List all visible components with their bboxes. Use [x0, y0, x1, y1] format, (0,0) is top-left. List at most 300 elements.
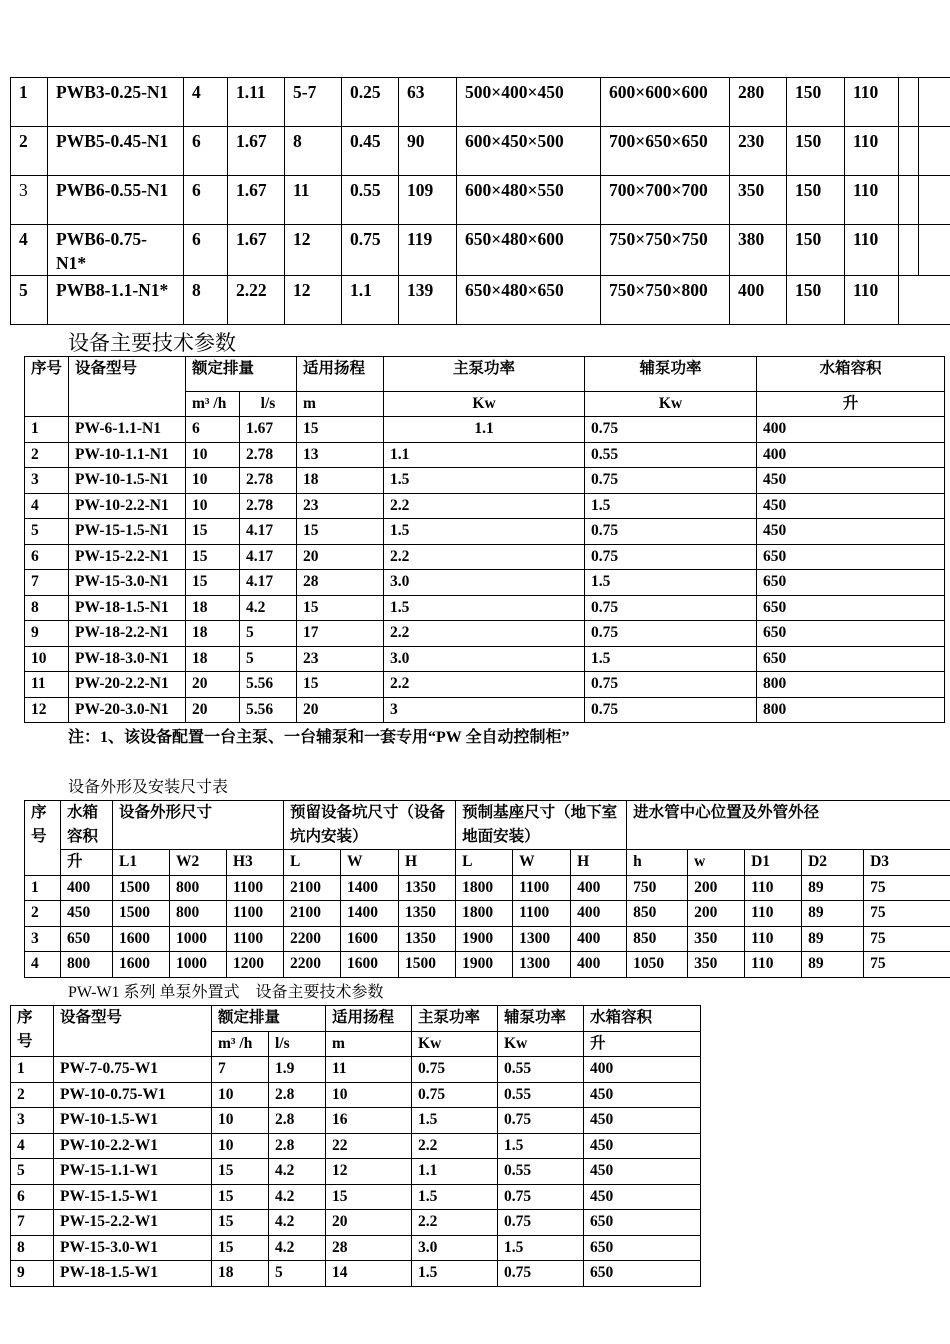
table-cell: 5-7: [285, 78, 342, 127]
table-cell: 5: [11, 1159, 54, 1185]
table-cell: PW-20-3.0-N1: [69, 697, 186, 723]
table-cell: PW-6-1.1-N1: [69, 417, 186, 443]
main-params-table: [24, 356, 945, 723]
table-row: [11, 1261, 701, 1287]
table-cell: 89: [802, 952, 864, 978]
table-cell: 11: [25, 672, 69, 698]
section-title-main-params: 设备主要技术参数: [68, 331, 236, 355]
table-cell: 400: [571, 875, 627, 901]
table-cell: 3.0: [412, 1235, 498, 1261]
table-cell: PW-18-3.0-N1: [69, 646, 186, 672]
table-cell: 3.0: [384, 646, 585, 672]
table-row: [11, 1082, 701, 1108]
table-cell: PW-10-2.2-N1: [69, 493, 186, 519]
table-row: [11, 176, 950, 225]
table-cell: 109: [399, 176, 457, 225]
table-cell: 1.5: [585, 493, 757, 519]
table-cell: 1.67: [228, 127, 285, 176]
unit-cell: H: [571, 850, 627, 876]
table-cell: 2.2: [412, 1210, 498, 1236]
header-outline: 设备外形尺寸: [113, 801, 284, 850]
table-cell: 7: [25, 570, 69, 596]
table-cell: 18: [212, 1261, 269, 1287]
table-cell: 3: [384, 697, 585, 723]
table-cell: 1600: [113, 952, 170, 978]
table-cell: PWB8-1.1-N1*: [48, 276, 184, 325]
table-cell: 2200: [284, 926, 341, 952]
table-cell: 700×650×650: [601, 127, 730, 176]
table-cell: 1400: [341, 901, 399, 927]
table-cell: 2100: [284, 875, 341, 901]
table-cell: 16: [326, 1108, 412, 1134]
table-cell: PW-10-1.1-N1: [69, 442, 186, 468]
table-cell: 89: [802, 875, 864, 901]
dimensions-table: [24, 800, 950, 978]
table-cell: 650: [757, 570, 945, 596]
table-row: [11, 1133, 701, 1159]
w1-params-table: [10, 1005, 701, 1287]
table-cell: 200: [688, 875, 745, 901]
table-cell: 110: [845, 78, 899, 127]
table-cell: 0.75: [585, 417, 757, 443]
table-cell: 3.0: [384, 570, 585, 596]
table-cell: 5.56: [240, 672, 297, 698]
section-title-dimensions: 设备外形及安装尺寸表: [68, 779, 229, 796]
table-cell: PW-15-2.2-N1: [69, 544, 186, 570]
table-cell: 2.8: [269, 1082, 326, 1108]
table-cell: 2.2: [384, 544, 585, 570]
table-cell: 380: [730, 225, 787, 276]
table-cell: PWB5-0.45-N1: [48, 127, 184, 176]
table-cell: 2.22: [228, 276, 285, 325]
table-cell: 2.78: [240, 468, 297, 494]
table-cell: 9: [25, 621, 69, 647]
table-cell: 6: [184, 225, 228, 276]
table-cell: 11: [285, 176, 342, 225]
table-cell: 110: [845, 176, 899, 225]
table-cell: 2.2: [384, 621, 585, 647]
table-cell: 110: [745, 926, 802, 952]
table-cell: 12: [25, 697, 69, 723]
table-cell: 400: [571, 901, 627, 927]
table-cell: 1.11: [228, 78, 285, 127]
table-row: [25, 595, 945, 621]
table-cell: 1.67: [228, 176, 285, 225]
table-cell: PW-10-0.75-W1: [54, 1082, 212, 1108]
unit-cell: l/s: [240, 392, 297, 417]
unit-cell: w: [688, 850, 745, 876]
spec-table-pwb: [10, 77, 950, 325]
header-head: 适用扬程: [297, 357, 384, 392]
table-cell: 600×450×500: [457, 127, 601, 176]
header-seq: 序号: [11, 1006, 54, 1057]
table-cell: 6: [184, 127, 228, 176]
table-cell: 0.75: [412, 1082, 498, 1108]
table-cell: 20: [326, 1210, 412, 1236]
header-rated: 额定排量: [186, 357, 297, 392]
unit-cell: D3: [864, 850, 950, 876]
unit-cell: m³ /h: [186, 392, 240, 417]
table-cell: 5: [11, 276, 48, 325]
table-row: [25, 926, 950, 952]
header-pit: 预留设备坑尺寸（设备坑内安装）: [284, 801, 456, 850]
table-cell: 2.78: [240, 442, 297, 468]
table-cell: 450: [584, 1133, 701, 1159]
table-cell: 500×400×450: [457, 78, 601, 127]
table-cell: PWB3-0.25-N1: [48, 78, 184, 127]
table-cell: 9: [11, 1261, 54, 1287]
table-cell: 650: [61, 926, 113, 952]
table-cell: 15: [297, 417, 384, 443]
table-cell: 1.5: [384, 519, 585, 545]
table-cell: 2.78: [240, 493, 297, 519]
table-row: [25, 952, 950, 978]
table-cell: 5: [240, 621, 297, 647]
table-cell: 63: [399, 78, 457, 127]
table-cell: 1: [11, 78, 48, 127]
unit-cell: L1: [113, 850, 170, 876]
header-inlet: 进水管中心位置及外管外径: [627, 801, 950, 850]
table-cell: 2100: [284, 901, 341, 927]
table-cell: PW-18-1.5-N1: [69, 595, 186, 621]
header-seq: 序号: [25, 357, 69, 417]
table-cell: 20: [186, 672, 240, 698]
table-cell: 400: [571, 926, 627, 952]
table-cell: 1100: [227, 901, 284, 927]
table-cell: 20: [297, 697, 384, 723]
table-cell: 1: [25, 417, 69, 443]
table-cell: 110: [845, 276, 899, 325]
header-tank: 水箱容积: [61, 801, 113, 850]
unit-cell: L: [284, 850, 341, 876]
table-cell: 2.2: [384, 493, 585, 519]
table-cell: 12: [285, 225, 342, 276]
table-cell: 0.55: [498, 1082, 584, 1108]
table-cell: 110: [745, 952, 802, 978]
unit-cell: m³ /h: [212, 1031, 269, 1057]
table-cell: 1400: [341, 875, 399, 901]
empty-cell: [899, 127, 919, 176]
table-cell: 110: [745, 875, 802, 901]
table-cell: 450: [584, 1082, 701, 1108]
table-cell: 350: [688, 926, 745, 952]
header-base: 预制基座尺寸（地下室地面安装）: [456, 801, 627, 850]
table-cell: 0.55: [498, 1159, 584, 1185]
table-cell: 1800: [456, 875, 513, 901]
unit-cell: W2: [170, 850, 227, 876]
table-cell: 10: [186, 442, 240, 468]
table-cell: 1.1: [342, 276, 399, 325]
table-cell: 280: [730, 78, 787, 127]
table-cell: 2: [11, 127, 48, 176]
table-cell: 150: [787, 276, 845, 325]
table-cell: 10: [326, 1082, 412, 1108]
empty-cell: [919, 78, 950, 127]
table-cell: 89: [802, 926, 864, 952]
header-tank: 水箱容积: [757, 357, 945, 392]
table-cell: 4.2: [269, 1210, 326, 1236]
table-cell: 18: [186, 595, 240, 621]
table-cell: 0.45: [342, 127, 399, 176]
table-cell: 2200: [284, 952, 341, 978]
table-cell: 5: [269, 1261, 326, 1287]
table-cell: 1600: [113, 926, 170, 952]
table-cell: 15: [297, 595, 384, 621]
table-cell: 10: [212, 1108, 269, 1134]
table-cell: 800: [170, 875, 227, 901]
table-cell: 6: [186, 417, 240, 443]
table-cell: 350: [688, 952, 745, 978]
table-cell: 400: [571, 952, 627, 978]
table-row: [11, 1210, 701, 1236]
table-cell: 0.75: [342, 225, 399, 276]
table-cell: 0.75: [585, 544, 757, 570]
header-tank: 水箱容积: [584, 1006, 701, 1032]
table-row: [11, 225, 950, 276]
table-cell: 15: [297, 519, 384, 545]
table-cell: 1100: [227, 926, 284, 952]
table-cell: 4: [11, 225, 48, 276]
table-cell: 139: [399, 276, 457, 325]
table-cell: 0.75: [412, 1057, 498, 1083]
table-row: [11, 1057, 701, 1083]
table-cell: 15: [212, 1159, 269, 1185]
table-cell: 0.75: [585, 672, 757, 698]
unit-cell: 升: [757, 392, 945, 417]
table-cell: 200: [688, 901, 745, 927]
table-cell: 1350: [399, 926, 456, 952]
unit-cell: Kw: [384, 392, 585, 417]
table-cell: 15: [186, 544, 240, 570]
table-cell: 2.8: [269, 1108, 326, 1134]
header-rated: 额定排量: [212, 1006, 326, 1032]
table-cell: 750: [627, 875, 688, 901]
table-cell: 15: [212, 1235, 269, 1261]
table-cell: 1350: [399, 901, 456, 927]
table-row: [25, 570, 945, 596]
table-cell: PW-18-1.5-W1: [54, 1261, 212, 1287]
table-cell: 450: [584, 1108, 701, 1134]
unit-cell: Kw: [412, 1031, 498, 1057]
header-aux-pump: 辅泵功率: [585, 357, 757, 392]
table-cell: 110: [745, 901, 802, 927]
table-cell: PW-15-2.2-W1: [54, 1210, 212, 1236]
table-cell: 1.67: [228, 225, 285, 276]
table-cell: 5: [240, 646, 297, 672]
table-cell: 0.75: [498, 1184, 584, 1210]
header-main-pump: 主泵功率: [384, 357, 585, 392]
table-cell: 15: [212, 1210, 269, 1236]
unit-cell: Kw: [498, 1031, 584, 1057]
table-cell: 22: [326, 1133, 412, 1159]
table-cell: 90: [399, 127, 457, 176]
table-cell: 1.5: [384, 595, 585, 621]
table-cell: 10: [186, 468, 240, 494]
table-cell: 23: [297, 493, 384, 519]
table-cell: 400: [584, 1057, 701, 1083]
empty-cell: [919, 225, 950, 276]
table-row: [11, 1235, 701, 1261]
table-cell: PW-15-1.1-W1: [54, 1159, 212, 1185]
header-head: 适用扬程: [326, 1006, 412, 1032]
table-cell: 1000: [170, 926, 227, 952]
table-cell: 0.55: [342, 176, 399, 225]
header-main-pump: 主泵功率: [412, 1006, 498, 1032]
table-cell: 1200: [227, 952, 284, 978]
table-cell: 2.8: [269, 1133, 326, 1159]
table-cell: 4.17: [240, 544, 297, 570]
table-cell: 750×750×800: [601, 276, 730, 325]
table-cell: 400: [757, 417, 945, 443]
table-cell: 2: [11, 1082, 54, 1108]
table-cell: 650×480×600: [457, 225, 601, 276]
unit-cell: Kw: [585, 392, 757, 417]
table-cell: 23: [297, 646, 384, 672]
table-cell: 18: [297, 468, 384, 494]
table-cell: 600×480×550: [457, 176, 601, 225]
table-cell: 0.75: [585, 595, 757, 621]
table-cell: 15: [297, 672, 384, 698]
table-cell: 5.56: [240, 697, 297, 723]
header-model: 设备型号: [54, 1006, 212, 1057]
table-cell: 28: [326, 1235, 412, 1261]
table-cell: 800: [170, 901, 227, 927]
table-cell: 18: [186, 621, 240, 647]
table-cell: 12: [326, 1159, 412, 1185]
unit-cell: m: [326, 1031, 412, 1057]
table-cell: 1300: [513, 952, 571, 978]
table-cell: 700×700×700: [601, 176, 730, 225]
table-cell: 2: [25, 901, 61, 927]
table-cell: 0.75: [498, 1108, 584, 1134]
table-cell: 1300: [513, 926, 571, 952]
table-cell: 3: [25, 926, 61, 952]
table-cell: 1600: [341, 926, 399, 952]
table-cell: 0.75: [585, 519, 757, 545]
table-cell: 1.5: [585, 646, 757, 672]
table-cell: 800: [757, 697, 945, 723]
table-cell: 1100: [227, 875, 284, 901]
table-cell: 400: [757, 442, 945, 468]
table-cell: 650: [584, 1210, 701, 1236]
table-cell: PWB6-0.75-N1*: [48, 225, 184, 276]
table-cell: 20: [186, 697, 240, 723]
table-cell: 1.67: [240, 417, 297, 443]
table-cell: 1050: [627, 952, 688, 978]
table-cell: 230: [730, 127, 787, 176]
table-cell: 8: [11, 1235, 54, 1261]
table-cell: PW-18-2.2-N1: [69, 621, 186, 647]
table-cell: PW-15-1.5-W1: [54, 1184, 212, 1210]
table-cell: 5: [25, 519, 69, 545]
table-cell: 7: [11, 1210, 54, 1236]
unit-cell: 升: [61, 850, 113, 876]
table-cell: 0.25: [342, 78, 399, 127]
table-cell: 75: [864, 901, 950, 927]
table-cell: 1500: [113, 901, 170, 927]
table-cell: 4: [184, 78, 228, 127]
table-cell: 1: [25, 875, 61, 901]
table-cell: 1.5: [498, 1235, 584, 1261]
table-cell: 4: [25, 493, 69, 519]
table-cell: 4: [11, 1133, 54, 1159]
table-row: [25, 901, 950, 927]
table-cell: 1800: [456, 901, 513, 927]
table-cell: 8: [285, 127, 342, 176]
unit-cell: h: [627, 850, 688, 876]
table-cell: 850: [627, 926, 688, 952]
table-cell: 1.5: [498, 1133, 584, 1159]
unit-cell: W: [341, 850, 399, 876]
table-row: [25, 621, 945, 647]
table-cell: 13: [297, 442, 384, 468]
note-text: 注：1、该设备配置一台主泵、一台辅泵和一套专用“PW 全自动控制柜”: [68, 729, 570, 746]
table-cell: 75: [864, 926, 950, 952]
table-cell: 2.2: [412, 1133, 498, 1159]
table-cell: 1.5: [384, 468, 585, 494]
table-cell: 850: [627, 901, 688, 927]
table-row: [11, 276, 950, 325]
table-cell: 650: [757, 544, 945, 570]
table-cell: 1.9: [269, 1057, 326, 1083]
table-cell: 1500: [113, 875, 170, 901]
table-cell: 450: [584, 1184, 701, 1210]
table-cell: PW-10-2.2-W1: [54, 1133, 212, 1159]
table-cell: 4.2: [269, 1159, 326, 1185]
table-cell: 1.1: [384, 442, 585, 468]
table-row: [25, 417, 945, 443]
table-cell: 750×750×750: [601, 225, 730, 276]
table-cell: 650: [584, 1235, 701, 1261]
table-row: [11, 78, 950, 127]
table-cell: 11: [326, 1057, 412, 1083]
section-title-w1-params: PW-W1 系列 单泵外置式 设备主要技术参数: [68, 984, 384, 1001]
table-cell: 10: [212, 1082, 269, 1108]
table-cell: 3: [11, 1108, 54, 1134]
table-row: [25, 875, 950, 901]
table-cell: 6: [11, 1184, 54, 1210]
table-cell: PWB6-0.55-N1: [48, 176, 184, 225]
table-cell: 0.75: [585, 697, 757, 723]
table-cell: 1900: [456, 952, 513, 978]
empty-cell: [899, 225, 919, 276]
table-cell: 12: [285, 276, 342, 325]
header-model: 设备型号: [69, 357, 186, 417]
empty-cell: [899, 78, 919, 127]
table-cell: 0.75: [498, 1261, 584, 1287]
empty-cell: [919, 176, 950, 225]
table-cell: 800: [757, 672, 945, 698]
table-cell: 10: [212, 1133, 269, 1159]
header-seq: 序号: [25, 801, 61, 876]
table-cell: 89: [802, 901, 864, 927]
table-cell: 1900: [456, 926, 513, 952]
table-cell: 150: [787, 176, 845, 225]
table-cell: 1350: [399, 875, 456, 901]
table-cell: 1: [11, 1057, 54, 1083]
table-cell: 1500: [399, 952, 456, 978]
table-row: [25, 646, 945, 672]
table-cell: 450: [757, 493, 945, 519]
table-cell: 4.2: [269, 1235, 326, 1261]
table-row: [25, 672, 945, 698]
table-cell: 2: [25, 442, 69, 468]
table-cell: 150: [787, 225, 845, 276]
table-cell: 350: [730, 176, 787, 225]
table-cell: 6: [25, 544, 69, 570]
table-cell: 150: [787, 78, 845, 127]
table-cell: 110: [845, 225, 899, 276]
